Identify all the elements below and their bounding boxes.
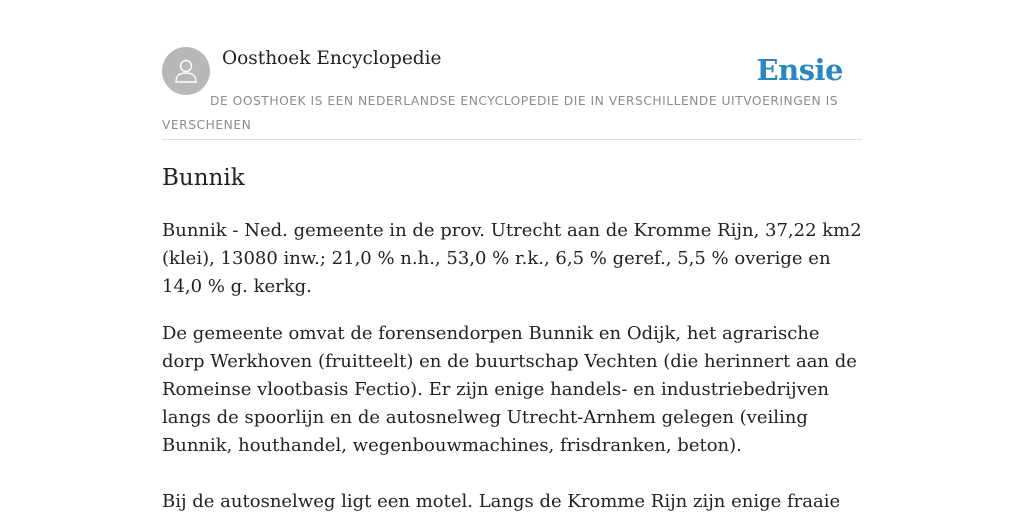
article-paragraph: Bunnik - Ned. gemeente in de prov. Utrecht aan de Kromme Rijn, 37,22 km2 (klei), 13080 inw.; 21,0 % n.h., 53,0 % r.k., 6,5 % geref., 5,5 % overige en 14,0 % g. kerkg.	[162, 220, 862, 297]
avatar[interactable]	[162, 47, 210, 95]
site-tagline: DE OOSTHOEK IS EEN NEDERLANDSE ENCYCLOPEDIE DIE IN VERSCHILLENDE UITVOERINGEN IS VERSCHENEN	[162, 94, 839, 132]
site-name-link[interactable]: Oosthoek Encyclopedie	[222, 48, 442, 69]
article-paragraph: Bij de autosnelweg ligt een motel. Langs de Kromme Rijn zijn enige fraaie	[162, 491, 841, 512]
article	[162, 160, 864, 512]
user-icon	[171, 56, 201, 86]
article-paragraph: De gemeente omvat de forensendorpen Bunnik en Odijk, het agrarische dorp Werkhoven (fruitteelt) en de buurtschap Vechten (die herinnert aan de Romeinse vlootbasis Fectio). Er zijn enige handels- en industriebedrijven langs de spoorlijn en de autosnelweg Utrecht-Arnhem gelegen (veiling Bunnik, houthandel, wegenbouwmachines, frisdranken, beton).	[162, 323, 857, 456]
page-header	[162, 46, 862, 140]
article-title: Bunnik	[162, 165, 245, 191]
brand-logo-link[interactable]: Ensie	[756, 53, 843, 87]
